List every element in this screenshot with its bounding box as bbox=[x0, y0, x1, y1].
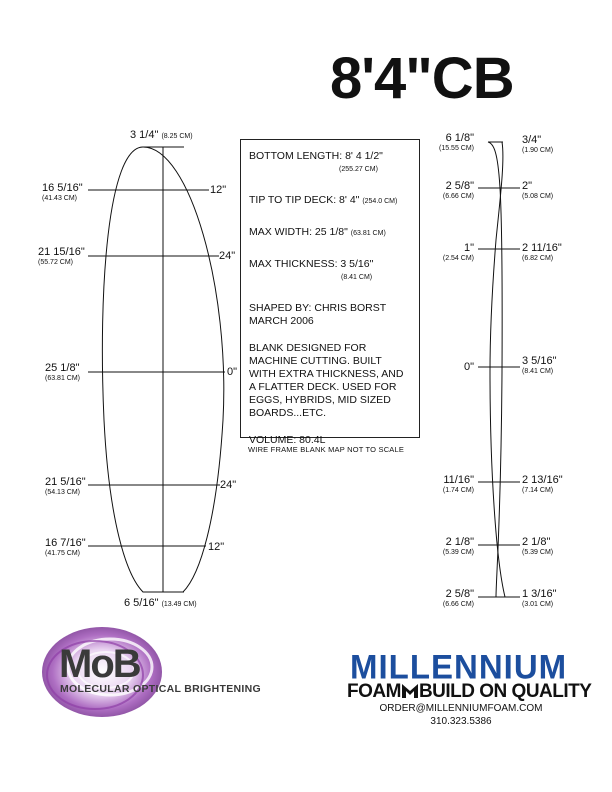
rocker-right-cm: (6.82 CM) bbox=[522, 254, 554, 262]
rocker-right-label bbox=[522, 356, 557, 375]
station-mark: 12" bbox=[208, 541, 225, 553]
rocker-right-cm: (1.90 CM) bbox=[522, 146, 554, 154]
rocker-left-label bbox=[420, 133, 474, 152]
rocker-left-cm: (1.74 CM) bbox=[442, 486, 474, 494]
rocker-left-in: 0" bbox=[463, 361, 474, 373]
width-cm: (54.13 CM) bbox=[45, 488, 81, 496]
rocker-right-in: 2 1/8" bbox=[522, 536, 551, 548]
width-cm: (41.43 CM) bbox=[42, 194, 78, 202]
rocker-left-cm: (6.66 CM) bbox=[442, 192, 474, 200]
tail-width-cm: (13.49 CM) bbox=[161, 601, 197, 608]
tail-width-in: 6 5/16" bbox=[124, 597, 159, 609]
max-thickness-cm: (8.41 CM) bbox=[341, 274, 373, 281]
rocker-left-label bbox=[420, 537, 474, 556]
rocker-left-label bbox=[420, 181, 474, 200]
outline-row-5 bbox=[45, 538, 86, 557]
spec-bottom-length bbox=[249, 150, 411, 176]
nose-width-in: 3 1/4" bbox=[130, 129, 159, 141]
width-in: 16 5/16" bbox=[42, 182, 83, 194]
width-cm: (63.81 CM) bbox=[45, 374, 81, 382]
max-width-text: MAX WIDTH: 25 1/8" bbox=[249, 226, 348, 238]
model-title: 8'4"CB bbox=[330, 46, 514, 111]
mob-subtitle: MOLECULAR OPTICAL BRIGHTENING bbox=[60, 683, 262, 695]
spec-volume: VOLUME: 80.4L bbox=[249, 434, 326, 446]
bottom-length-cm: (255.27 CM) bbox=[339, 166, 378, 173]
rocker-right-in: 2 13/16" bbox=[522, 474, 563, 486]
rocker-right-label bbox=[522, 589, 557, 608]
rocker-left-cm: (5.39 CM) bbox=[442, 548, 474, 556]
nose-width-cm: (8.25 CM) bbox=[161, 133, 193, 140]
rocker-left-in: 6 1/8" bbox=[445, 132, 474, 144]
rocker-right-label bbox=[522, 135, 553, 154]
outline-row-1 bbox=[42, 183, 83, 202]
spec-description: BLANK DESIGNED FOR MACHINE CUTTING. BUILT WITH EXTRA THICKNESS, AND A FLATTER DECK. USED FOR EGGS, HYBRIDS, MID SIZED BOARDS...ETC. bbox=[249, 342, 404, 419]
max-width-cm: (63.81 CM) bbox=[350, 230, 386, 237]
spec-max-width bbox=[249, 226, 411, 240]
width-in: 16 7/16" bbox=[45, 537, 86, 549]
width-cm: (41.75 CM) bbox=[45, 549, 81, 557]
rocker-left-label bbox=[420, 475, 474, 494]
rocker-right-label bbox=[522, 181, 553, 200]
rocker-left-in: 1" bbox=[463, 242, 474, 254]
station-mark: 12" bbox=[210, 184, 227, 196]
rocker-left-in: 2 1/8" bbox=[445, 536, 474, 548]
rocker-right-label bbox=[522, 243, 562, 262]
contact-block bbox=[350, 702, 572, 728]
width-in: 21 15/16" bbox=[38, 246, 85, 258]
tagline-build: BUILD ON QUALITY bbox=[418, 681, 592, 702]
tip-to-tip-cm: (254.0 CM) bbox=[362, 198, 398, 205]
tail-width-label bbox=[124, 598, 197, 610]
contact-email[interactable]: ORDER@MILLENNIUMFOAM.COM bbox=[379, 703, 543, 714]
spec-box bbox=[240, 139, 420, 446]
millennium-m-icon bbox=[402, 684, 418, 698]
rocker-right-cm: (5.39 CM) bbox=[522, 548, 554, 556]
rocker-left-label bbox=[420, 243, 474, 262]
rocker-right-cm: (3.01 CM) bbox=[522, 600, 554, 608]
rocker-right-in: 1 3/16" bbox=[522, 588, 557, 600]
nose-width-label bbox=[130, 130, 193, 142]
width-in: 21 5/16" bbox=[45, 476, 86, 488]
rocker-left-in: 11/16" bbox=[443, 474, 474, 486]
rocker-left-cm: (15.55 CM) bbox=[438, 144, 474, 152]
tagline-foam: FOAM bbox=[347, 681, 401, 702]
mob-logo-text: MoB bbox=[59, 642, 140, 686]
outline-row-2 bbox=[38, 247, 85, 266]
contact-phone[interactable]: 310.323.5386 bbox=[430, 716, 492, 727]
spec-max-thickness bbox=[249, 258, 411, 284]
rocker-right-cm: (8.41 CM) bbox=[522, 367, 554, 375]
millennium-wordmark: MILLENNIUM bbox=[350, 647, 568, 686]
station-mark: 0" bbox=[227, 366, 238, 378]
rocker-right-in: 2 11/16" bbox=[522, 242, 562, 254]
rocker-right-in: 2" bbox=[522, 180, 533, 192]
rocker-left-label bbox=[420, 589, 474, 608]
outline-row-4 bbox=[45, 477, 86, 496]
rocker-right-cm: (7.14 CM) bbox=[522, 486, 554, 494]
shaped-date: MARCH 2006 bbox=[249, 315, 314, 327]
rocker-left-in: 2 5/8" bbox=[445, 180, 474, 192]
shaped-by-text: SHAPED BY: CHRIS BORST bbox=[249, 302, 387, 314]
rocker-left-in: 2 5/8" bbox=[445, 588, 474, 600]
rocker-left-cm: (2.54 CM) bbox=[442, 254, 474, 262]
max-thickness-text: MAX THICKNESS: 3 5/16" bbox=[249, 258, 374, 270]
station-mark: 24" bbox=[220, 479, 237, 491]
not-to-scale-caption: WIRE FRAME BLANK MAP NOT TO SCALE bbox=[248, 445, 405, 454]
rocker-right-in: 3 5/16" bbox=[522, 355, 557, 367]
outline-row-3 bbox=[45, 363, 80, 382]
station-mark: 24" bbox=[219, 250, 236, 262]
bottom-length-text: BOTTOM LENGTH: 8' 4 1/2" bbox=[249, 150, 383, 162]
rocker-left-label bbox=[420, 362, 474, 374]
millennium-tagline bbox=[347, 681, 591, 703]
spec-shaper bbox=[249, 302, 411, 328]
spec-tip-to-tip bbox=[249, 194, 411, 208]
rocker-right-cm: (5.08 CM) bbox=[522, 192, 554, 200]
tip-to-tip-text: TIP TO TIP DECK: 8' 4" bbox=[249, 194, 360, 206]
width-cm: (55.72 CM) bbox=[38, 258, 74, 266]
rocker-right-label bbox=[522, 475, 563, 494]
rocker-right-in: 3/4" bbox=[522, 134, 542, 146]
rocker-left-cm: (6.66 CM) bbox=[442, 600, 474, 608]
width-in: 25 1/8" bbox=[45, 362, 80, 374]
rocker-right-label bbox=[522, 537, 553, 556]
